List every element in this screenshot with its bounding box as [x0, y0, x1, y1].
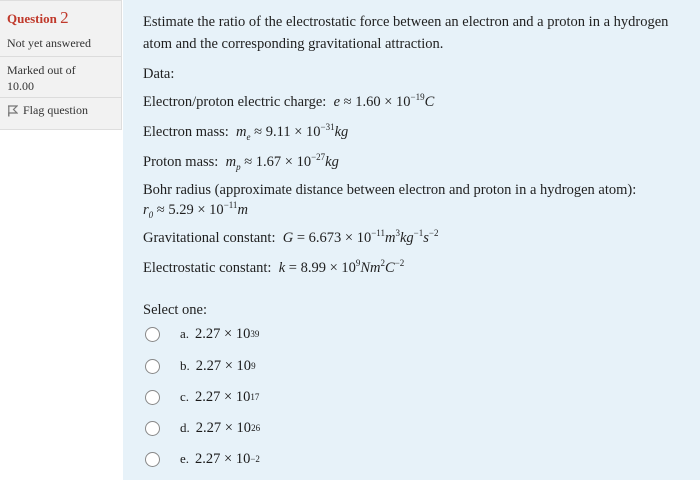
bohr-exponent: −11: [223, 200, 238, 211]
elec-label: Electrostatic constant:: [143, 260, 272, 276]
marked-label: Marked out of: [7, 63, 76, 77]
question-text-line-1: Estimate the ratio of the electrostatic force between an electron and a proton in a hydrogen: [143, 14, 669, 30]
bohr-label: Bohr radius (approximate distance between electron and proton in a hydrogen atom):: [143, 182, 637, 198]
flag-icon: [7, 105, 18, 117]
marks-info: [7, 62, 76, 94]
option-letter: c.: [180, 389, 190, 404]
question-info-panel: [0, 0, 122, 130]
option-d[interactable]: d. 2.27 × 10 26: [145, 417, 260, 439]
question-content: [123, 0, 700, 480]
option-value: 2.27 × 10: [195, 357, 252, 374]
charge-row: Electron/proton electric charge: $e \approx 1.60 \times 10^{-19}C$: [143, 92, 435, 110]
option-e[interactable]: e. 2.27 × 10 −2: [145, 448, 260, 470]
marked-value: 10.00: [7, 79, 34, 93]
option-b-radio[interactable]: [145, 359, 160, 374]
electron-mass-row: Electron mass: $m_e \approx 9.11 \times 10^{-31}kg$: [143, 122, 349, 142]
bohr-value: 5.29 × 10: [168, 202, 224, 218]
option-letter: a.: [180, 326, 190, 341]
option-c[interactable]: c. 2.27 × 10 17: [145, 386, 259, 408]
proton-mass-value: 1.67 × 10: [255, 154, 312, 170]
proton-mass-label: Proton mass:: [143, 154, 219, 170]
option-value: 2.27 × 10: [195, 388, 251, 405]
grav-value: 6.673 × 10: [308, 230, 372, 246]
divider: [0, 56, 121, 57]
electron-mass-label: Electron mass:: [143, 124, 229, 140]
grav-exponent: −11: [371, 228, 385, 239]
bohr-row: $r_0 \approx 5.29 \times 10^{-11}m$: [143, 200, 248, 220]
grav-label: Gravitational constant:: [143, 230, 276, 246]
electron-mass-exponent: −31: [320, 122, 335, 133]
elec-row: Electrostatic constant: $k = 8.99 \times 10^9Nm^2C^{-2}$: [143, 258, 405, 276]
option-value: 2.27 × 10: [195, 325, 251, 342]
option-e-radio[interactable]: [145, 452, 160, 467]
option-letter: d.: [180, 420, 190, 435]
question-number: 2: [60, 8, 69, 27]
flag-question-link[interactable]: [7, 103, 88, 118]
select-one-label: Select one:: [143, 302, 208, 318]
option-c-radio[interactable]: [145, 390, 160, 405]
proton-mass-row: Proton mass: $m_p \approx 1.67 \times 10^{-27}kg$: [143, 152, 339, 172]
option-b[interactable]: b. 2.27 × 10 9: [145, 355, 256, 377]
option-d-radio[interactable]: [145, 421, 160, 436]
option-a[interactable]: a. 2.27 × 10 39: [145, 323, 259, 345]
data-heading: Data:: [143, 66, 175, 82]
elec-exponent: 9: [355, 258, 361, 269]
electron-mass-value: 9.11 × 10: [265, 124, 321, 140]
flag-label: Flag question: [23, 103, 88, 117]
question-heading: [7, 8, 69, 28]
proton-mass-exponent: −27: [311, 152, 326, 163]
option-value: 2.27 × 10: [195, 419, 252, 436]
charge-exponent: −19: [410, 92, 425, 103]
option-letter: e.: [180, 451, 190, 466]
option-letter: b.: [180, 358, 190, 373]
grav-row: Gravitational constant: $G = 6.673 \times 10^{-11}m^3kg^{-1}s^{-2}$: [143, 228, 439, 246]
charge-label: Electron/proton electric charge:: [143, 94, 327, 110]
option-a-radio[interactable]: [145, 327, 160, 342]
divider: [0, 97, 121, 98]
elec-value: 8.99 × 10: [300, 260, 356, 276]
charge-value: 1.60 × 10: [355, 94, 411, 110]
question-text-line-2: atom and the corresponding gravitational attraction.: [143, 36, 444, 52]
option-value: 2.27 × 10: [195, 450, 251, 467]
question-label: Question: [7, 11, 57, 26]
answer-status: Not yet answered: [7, 36, 91, 50]
